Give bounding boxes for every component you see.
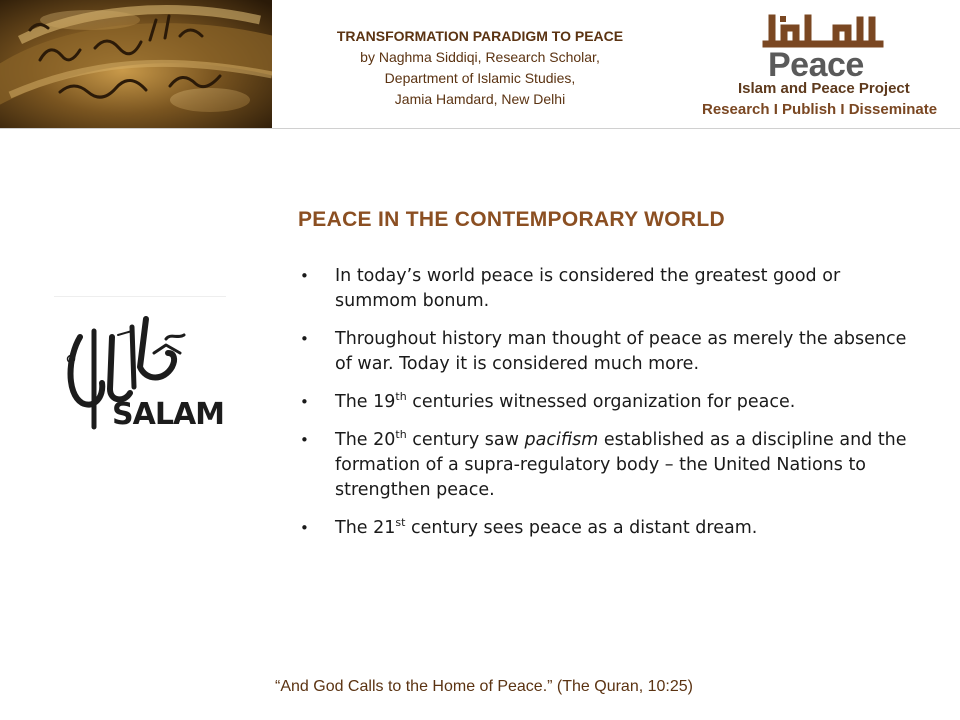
bullet-text: Throughout history man thought of peace as merely the absence of war. Today it is considered much more. [335,329,907,374]
bullet-item [298,390,913,415]
emphasized-term: pacifism [524,430,599,450]
bullet-icon: • [300,267,309,285]
ordinal-suffix: th [395,428,407,442]
project-name: Islam and Peace Project [738,80,910,97]
bullet-item [298,428,913,503]
institution-line: Jamia Hamdard, New Delhi [394,91,566,107]
ordinal-suffix: st [395,516,406,530]
presentation-title: TRANSFORMATION PARADIGM TO PEACE [336,28,624,44]
bullet-list [298,264,913,554]
calligraphy-header-image [0,0,272,128]
department-line: Department of Islamic Studies, [384,70,576,86]
project-tagline: Research I Publish I Disseminate [702,101,938,118]
bullet-item [298,516,913,541]
ordinal-suffix: th [395,390,407,404]
bullet-text-end: century sees peace as a distant dream. [405,518,758,538]
bullet-icon: • [300,519,309,537]
bullet-text: In today’s world peace is considered the greatest good or summom bonum. [335,266,841,311]
slide-title: PEACE IN THE CONTEMPORARY WORLD [298,208,725,231]
bullet-icon: • [300,431,309,449]
bullet-icon: • [300,330,309,348]
peace-brand-word: Peace [768,46,864,84]
bullet-text-end: centuries witnessed organization for peace. [406,392,796,412]
salam-calligraphy-logo [54,296,226,447]
bullet-text-start: The 21 [335,518,396,538]
islam-and-peace-project-logo [698,10,952,122]
bullet-item [298,327,913,377]
quran-quote: “And God Calls to the Home of Peace.” (The Quran, 10:25) [275,678,693,695]
bullet-text-start: The 19 [335,392,396,412]
bullet-text-start: The 20 [335,430,396,450]
bullet-item [298,264,913,314]
bullet-icon: • [300,393,309,411]
header-bar [0,0,960,129]
bullet-text-middle: century saw [406,430,525,450]
author-line: by Naghma Siddiqi, Research Scholar, [360,49,600,65]
bullet-text-end: established as a discipline and the formation of a supra-regulatory body – the United Nations to strengthen peace. [335,430,907,500]
salam-word-text: SALAM [112,397,225,432]
presentation-info [280,26,680,110]
